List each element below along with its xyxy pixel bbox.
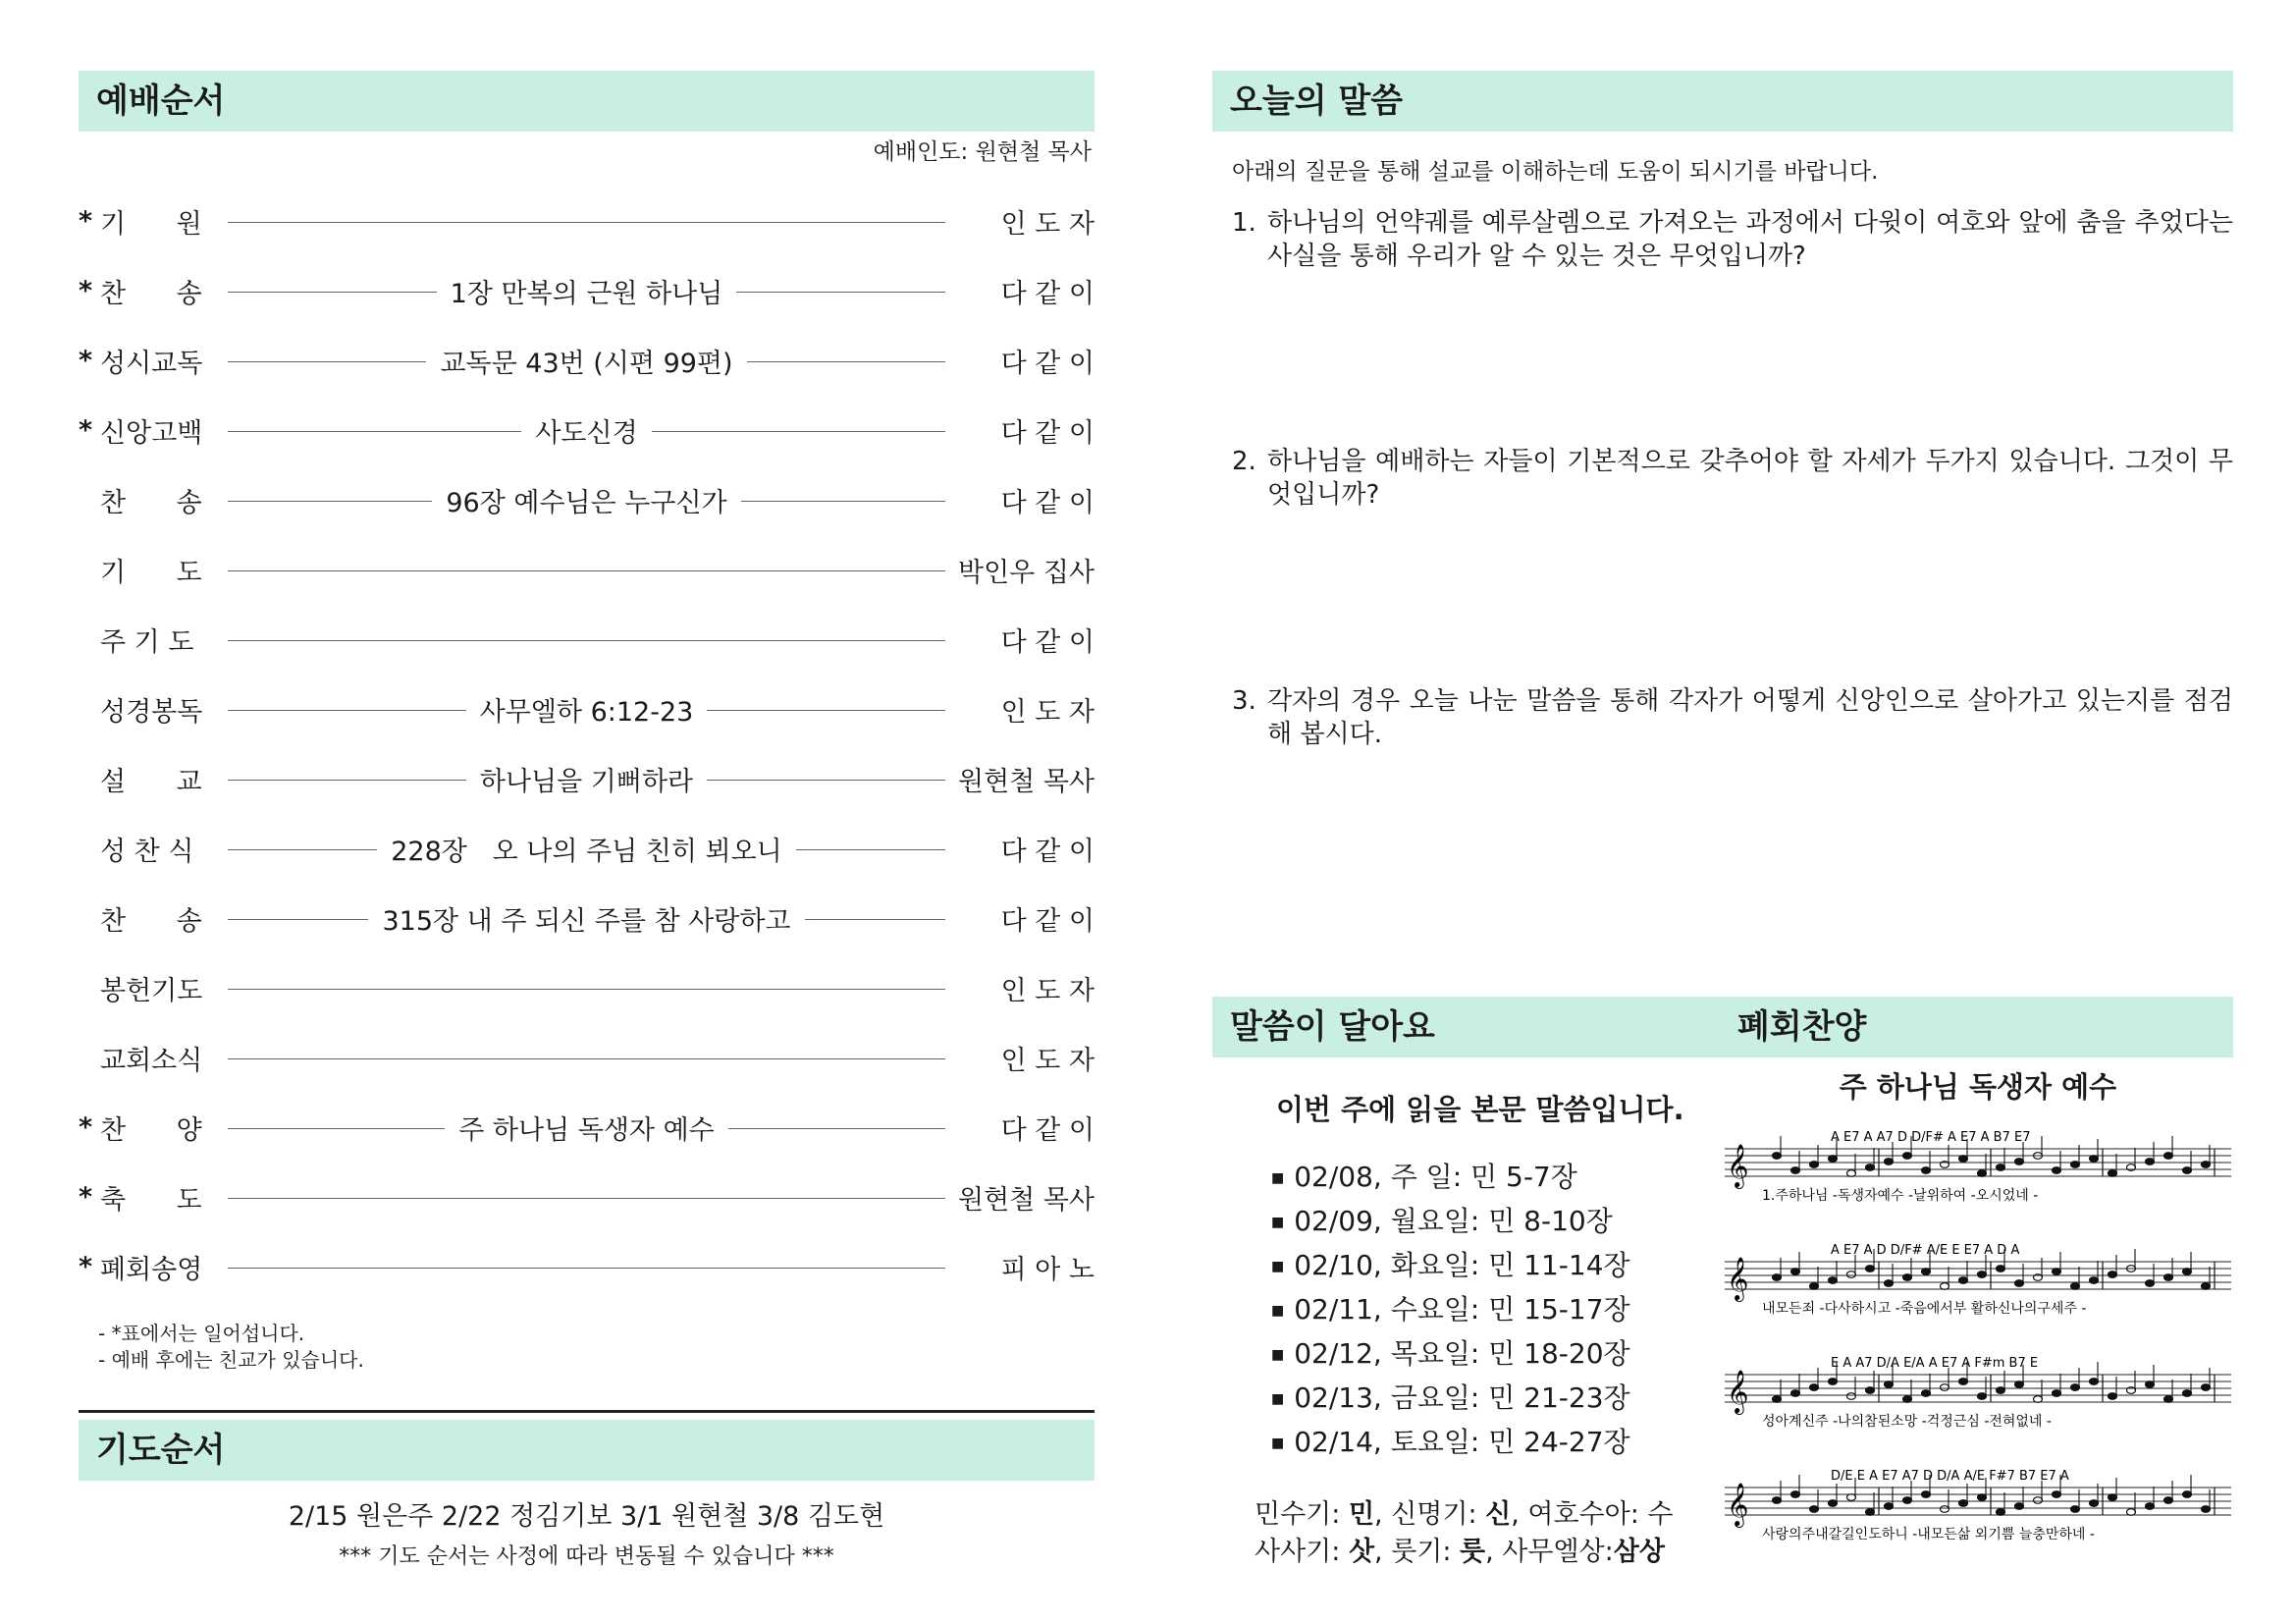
dotted-leader-line [228, 1058, 945, 1059]
note-head [1885, 1503, 1894, 1510]
note-head [2071, 1162, 2080, 1168]
note-head [2164, 1497, 2173, 1504]
note-head [2090, 1379, 2099, 1385]
note-head [2090, 1156, 2099, 1163]
worship-row [79, 605, 1095, 675]
bullet-icon: ■ [1271, 1346, 1285, 1363]
treble-clef-icon: 𝄞 [1727, 1370, 1749, 1413]
abbr-label: , 사무엘상: [1485, 1537, 1614, 1567]
abbr-label: 사사기: [1255, 1537, 1349, 1567]
note-head [2053, 1491, 2061, 1498]
worship-item-name: 찬 양 [100, 1115, 202, 1146]
worship-item-leader: 다 같 이 [1000, 1115, 1095, 1146]
worship-leader: 예배인도: 원현철 목사 [873, 139, 1092, 165]
reading-text: 02/12, 목요일: 민 18-20장 [1294, 1337, 1630, 1370]
reading-text: 02/10, 화요일: 민 11-14장 [1294, 1249, 1630, 1281]
worship-item-detail [228, 830, 945, 868]
bullet-icon: ■ [1271, 1258, 1285, 1274]
worship-item-name: 설 교 [100, 767, 202, 797]
question-text: 하나님의 언약궤를 예루살렘으로 가져오는 과정에서 다윗이 여호와 앞에 춤을 추었다는 사실을 통해 우리가 알 수 있는 것은 무엇입니까? [1267, 208, 2233, 271]
note-head [2034, 1497, 2043, 1504]
reading-item [1271, 1420, 1630, 1464]
note-head [1903, 1396, 1912, 1403]
note-head [2015, 1159, 2024, 1165]
worship-item-detail-text: 1장 만복의 근원 하나님 [437, 279, 737, 309]
note-head [1885, 1381, 1894, 1388]
reading-text: 02/11, 수요일: 민 15-17장 [1294, 1293, 1630, 1326]
abbr-label: 민수기: [1255, 1499, 1349, 1530]
worship-item-detail [228, 272, 945, 310]
note-head [1997, 1164, 2005, 1171]
reading-item [1271, 1199, 1630, 1243]
chord-symbols: A E7 A D D/F# A/E E E7 A D A [1831, 1243, 2020, 1258]
worship-item-detail-text: 교독문 43번 (시편 99편) [426, 349, 746, 379]
worship-item-detail [228, 760, 945, 798]
question-3 [1232, 684, 2233, 751]
note-head [1903, 1497, 1912, 1504]
worship-item-detail [228, 1109, 945, 1147]
note-head [1810, 1283, 1819, 1290]
note-head [2090, 1277, 2099, 1284]
dotted-leader-line [228, 640, 945, 641]
note-head [1903, 1153, 1912, 1160]
reading-subtitle: 이번 주에 읽을 본문 말씀입니다. [1276, 1093, 1684, 1126]
worship-item-leader: 다 같 이 [1000, 837, 1095, 867]
note-head [1773, 1274, 1782, 1281]
question-number: 3. [1232, 686, 1256, 716]
reading-item [1271, 1243, 1630, 1287]
note-head [1903, 1274, 1912, 1281]
note-head [1810, 1162, 1819, 1168]
note-head [1885, 1280, 1894, 1287]
stand-marker: * [79, 1112, 93, 1143]
abbr-value: 룻 [1460, 1537, 1486, 1567]
reading-text: 02/09, 월요일: 민 8-10장 [1294, 1205, 1613, 1237]
worship-item-name: 성 찬 식 [100, 837, 194, 867]
worship-item-name: 축 도 [100, 1185, 202, 1216]
worship-item-leader: 피 아 노 [1000, 1255, 1095, 1285]
abbr-value: 신 [1485, 1499, 1512, 1530]
note-head [2109, 1272, 2117, 1278]
note-head [1847, 1170, 1856, 1177]
note-head [2053, 1269, 2061, 1275]
note-head [2015, 1503, 2024, 1510]
reading-item [1271, 1376, 1630, 1420]
worship-row [79, 465, 1095, 535]
note-head [2071, 1506, 2080, 1513]
prayer-schedule: 2/15 원은주 2/22 정김기보 3/1 원현철 3/8 김도현 [288, 1501, 885, 1532]
note-head [2015, 1381, 2024, 1388]
worship-item-name: 성시교독 [100, 349, 203, 379]
dotted-leader-line [228, 222, 945, 223]
divider [79, 1410, 1095, 1413]
worship-item-leader: 다 같 이 [1000, 627, 1095, 658]
dotted-leader-line [228, 570, 945, 571]
worship-item-leader: 원현철 목사 [958, 1185, 1095, 1216]
reading-item [1271, 1155, 1630, 1199]
stand-marker: * [79, 1252, 93, 1282]
questions-intro: 아래의 질문을 통해 설교를 이해하는데 도움이 되시기를 바랍니다. [1232, 159, 1879, 185]
question-text: 하나님을 예배하는 자들이 기본적으로 갖추어야 할 자세가 두가지 있습니다. 그것이 무엇입니까? [1267, 447, 2233, 510]
stand-marker: * [79, 276, 93, 306]
note-head [1978, 1494, 1987, 1501]
worship-row [79, 187, 1095, 256]
note-head [2146, 1381, 2155, 1388]
lyrics-line: 사랑의주내갈길인도하니 -내모든삶 외기쁨 늘충만하네 - [1762, 1527, 2095, 1543]
worship-row [79, 1023, 1095, 1093]
worship-item-leader: 다 같 이 [1000, 279, 1095, 309]
reading-item [1271, 1331, 1630, 1376]
question-2 [1232, 445, 2233, 512]
worship-item-leader: 인 도 자 [1000, 209, 1095, 240]
note-head [1997, 1509, 2005, 1516]
note-head [2090, 1500, 2099, 1507]
todays-word-header: 오늘의 말씀 [1212, 71, 2233, 132]
worship-row [79, 396, 1095, 465]
note-head [2071, 1283, 2080, 1290]
prayer-order-header: 기도순서 [79, 1420, 1095, 1481]
note-head [1959, 1500, 1968, 1507]
bullet-icon: ■ [1271, 1435, 1285, 1451]
worship-item-name: 봉헌기도 [100, 976, 203, 1006]
worship-item-name: 찬 송 [100, 279, 202, 309]
note-head [1773, 1497, 1782, 1504]
note-head [1978, 1170, 1987, 1177]
abbr-label: , 룻기: [1374, 1537, 1461, 1567]
note-head [1791, 1491, 1800, 1498]
worship-item-name: 찬 송 [100, 488, 202, 518]
worship-notes [98, 1321, 364, 1374]
worship-item-detail [228, 690, 945, 729]
worship-order-header: 예배순서 [79, 71, 1095, 132]
worship-row [79, 884, 1095, 953]
question-1 [1232, 206, 2233, 273]
abbr-value: 민 [1348, 1499, 1375, 1530]
note-head [2164, 1153, 2173, 1160]
reading-item [1271, 1287, 1630, 1331]
note-head [1773, 1153, 1782, 1160]
note-head [1847, 1393, 1856, 1400]
worship-item-leader: 원현철 목사 [958, 767, 1095, 797]
worship-item-detail-text: 하나님을 기뻐하라 [466, 767, 707, 797]
note-head [1847, 1494, 1856, 1501]
note-head [1941, 1283, 1949, 1290]
note-head [1866, 1509, 1875, 1516]
note-head [1773, 1396, 1782, 1403]
closing-song-header: 폐회찬양 [1737, 1007, 1867, 1047]
note-head [1829, 1379, 1838, 1385]
question-text: 각자의 경우 오늘 나눈 말씀을 통해 각자가 어떻게 신앙인으로 살아가고 있는지를 점검해 봅시다. [1267, 686, 2233, 749]
worship-item-detail-text: 사도신경 [521, 418, 651, 449]
worship-item-leader: 다 같 이 [1000, 418, 1095, 449]
worship-item-leader: 박인우 집사 [958, 558, 1095, 588]
note-head [1791, 1390, 1800, 1397]
note-head [2146, 1159, 2155, 1165]
abbr-label: , 여호수아: 수 [1511, 1499, 1674, 1530]
worship-item-leader: 인 도 자 [1000, 697, 1095, 728]
worship-item-detail-text: 315장 내 주 되신 주를 참 사랑하고 [368, 906, 804, 937]
note-head [1997, 1387, 2005, 1394]
treble-clef-icon: 𝄞 [1727, 1257, 1749, 1300]
note-head [1866, 1387, 1875, 1394]
worship-row [79, 675, 1095, 744]
prayer-note: *** 기도 순서는 사정에 따라 변동될 수 있습니다 *** [339, 1544, 834, 1569]
dotted-leader-line [228, 1268, 945, 1269]
worship-row [79, 535, 1095, 605]
abbr-value: 삼상 [1613, 1537, 1665, 1567]
note-head [2164, 1396, 2173, 1403]
note-head [1922, 1269, 1931, 1275]
worship-item-detail-text: 96장 예수님은 누구신가 [432, 488, 740, 518]
note-head [1810, 1384, 1819, 1391]
dotted-leader-line [228, 1198, 945, 1199]
reading-header: 말씀이 달아요 [1230, 1007, 1435, 1047]
worship-item-leader: 인 도 자 [1000, 976, 1095, 1006]
note-head [2183, 1491, 2192, 1498]
note-head [1829, 1156, 1838, 1163]
lyrics-line: 성아계신주 -나의참된소망 -걱정근심 -전혀없네 - [1762, 1414, 2052, 1430]
stand-marker: * [79, 346, 93, 376]
note-head [2109, 1170, 2117, 1177]
note-head [1997, 1266, 2005, 1272]
note-head [1791, 1269, 1800, 1275]
abbr-value: 삿 [1348, 1537, 1375, 1567]
note-head [1922, 1167, 1931, 1174]
note-line: - *표에서는 일어섭니다. [98, 1322, 305, 1345]
note-head [2164, 1274, 2173, 1281]
book-abbreviations-1 [1255, 1492, 1673, 1531]
note-head [2183, 1167, 2192, 1174]
note-head [2109, 1494, 2117, 1501]
stand-marker: * [79, 415, 93, 446]
lyrics-line: 1.주하나님 -독생자예수 -날위하여 -오시었네 - [1762, 1188, 2039, 1204]
note-head [2034, 1396, 2043, 1403]
question-number: 2. [1232, 447, 1256, 476]
bullet-icon: ■ [1271, 1390, 1285, 1407]
note-head [1922, 1390, 1931, 1397]
treble-clef-icon: 𝄞 [1727, 1144, 1749, 1187]
worship-item-detail-text: 주 하나님 독생자 예수 [445, 1115, 728, 1146]
worship-item-name: 성경봉독 [100, 697, 203, 728]
worship-item-name: 폐회송영 [100, 1255, 203, 1285]
note-head [2202, 1283, 2211, 1290]
note-head [1959, 1156, 1968, 1163]
note-head [1959, 1379, 1968, 1385]
worship-row [79, 1093, 1095, 1163]
reading-text: 02/08, 주 일: 민 5-7장 [1294, 1161, 1577, 1193]
worship-item-name: 기 도 [100, 558, 202, 588]
worship-item-detail-text: 228장 오 나의 주님 친히 뵈오니 [377, 837, 796, 867]
note-head [1978, 1272, 1987, 1278]
worship-row [79, 744, 1095, 814]
sheet-music [1723, 1110, 2233, 1571]
note-head [1941, 1506, 1949, 1513]
note-head [2146, 1280, 2155, 1287]
reading-header-bar [1212, 997, 2233, 1057]
note-head [1941, 1384, 1949, 1391]
worship-item-name: 주 기 도 [100, 627, 194, 658]
note-head [2127, 1509, 2136, 1516]
worship-item-name: 교회소식 [100, 1046, 203, 1076]
note-head [2202, 1384, 2211, 1391]
note-head [1866, 1266, 1875, 1272]
note-head [1791, 1167, 1800, 1174]
note-head [1978, 1393, 1987, 1400]
note-head [1866, 1164, 1875, 1171]
note-head [1810, 1506, 1819, 1513]
lyrics-line: 내모든죄 -다사하시고 -죽음에서부 활하신나의구세주 - [1762, 1301, 2087, 1317]
abbr-label: , 신명기: [1374, 1499, 1486, 1530]
bullet-icon: ■ [1271, 1214, 1285, 1230]
note-head [1829, 1500, 1838, 1507]
stand-marker: * [79, 206, 93, 237]
note-head [2053, 1390, 2061, 1397]
note-head [2183, 1269, 2192, 1275]
closing-song-title: 주 하나님 독생자 예수 [1839, 1070, 2117, 1104]
worship-item-detail-text: 사무엘하 6:12-23 [466, 697, 708, 728]
note-head [1829, 1277, 1838, 1284]
note-head [1847, 1272, 1856, 1278]
worship-row [79, 1232, 1095, 1302]
worship-row [79, 256, 1095, 326]
note-head [2071, 1384, 2080, 1391]
chord-symbols: E A A7 D/A E/A A E7 A F#m B7 E [1831, 1356, 2039, 1371]
note-line: - 예배 후에는 친교가 있습니다. [98, 1348, 364, 1372]
worship-item-detail [228, 342, 945, 380]
worship-row [79, 1163, 1095, 1232]
note-head [1885, 1159, 1894, 1165]
worship-row [79, 326, 1095, 396]
note-head [2015, 1280, 2024, 1287]
worship-item-leader: 다 같 이 [1000, 488, 1095, 518]
dotted-leader-line [228, 989, 945, 990]
note-head [2146, 1503, 2155, 1510]
bullet-icon: ■ [1271, 1302, 1285, 1319]
worship-item-detail [228, 899, 945, 938]
worship-item-name: 신앙고백 [100, 418, 203, 449]
stand-marker: * [79, 1182, 93, 1213]
worship-row [79, 953, 1095, 1023]
worship-row [79, 814, 1095, 884]
worship-item-detail [228, 411, 945, 450]
note-head [1959, 1277, 1968, 1284]
worship-item-name: 기 원 [100, 209, 202, 240]
note-head [1922, 1491, 1931, 1498]
worship-item-detail [228, 481, 945, 519]
note-head [2053, 1167, 2061, 1174]
reading-text: 02/13, 금요일: 민 21-23장 [1294, 1381, 1630, 1414]
note-head [2202, 1162, 2211, 1168]
worship-item-leader: 다 같 이 [1000, 906, 1095, 937]
worship-item-leader: 인 도 자 [1000, 1046, 1095, 1076]
note-head [2202, 1506, 2211, 1513]
note-head [2109, 1393, 2117, 1400]
reading-list [1271, 1155, 1630, 1464]
worship-item-name: 찬 송 [100, 906, 202, 937]
reading-text: 02/14, 토요일: 민 24-27장 [1294, 1426, 1630, 1458]
worship-item-leader: 다 같 이 [1000, 349, 1095, 379]
note-head [2183, 1390, 2192, 1397]
worship-order-list [79, 187, 1095, 1302]
bullet-icon: ■ [1271, 1169, 1285, 1186]
chord-symbols: A E7 A A7 D D/F# A E7 A B7 E7 [1831, 1130, 2031, 1145]
chord-symbols: D/E E A E7 A7 D D/A A/E F#7 B7 E7 A [1831, 1469, 2069, 1484]
book-abbreviations-2 [1255, 1530, 1665, 1568]
treble-clef-icon: 𝄞 [1727, 1483, 1749, 1526]
question-number: 1. [1232, 208, 1256, 238]
